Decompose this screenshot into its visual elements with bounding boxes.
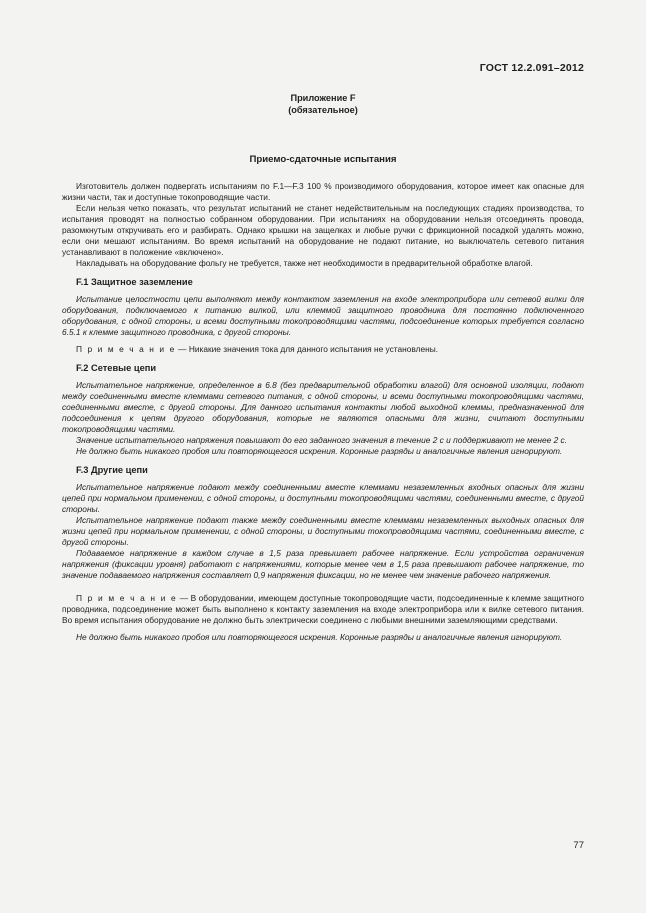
f3-note — [62, 593, 584, 626]
f3-note-label: П р и м е ч а н и е — [76, 593, 178, 603]
appendix-status: (обязательное) — [288, 105, 358, 115]
f1-note — [62, 344, 584, 355]
appendix-label: Приложение F — [290, 93, 356, 103]
page-number: 77 — [573, 840, 584, 851]
f1-heading: F.1 Защитное заземление — [76, 277, 193, 287]
section-title: Приемо-сдаточные испытания — [249, 154, 397, 165]
document-body — [62, 181, 584, 643]
intro-paragraph-3: Накладывать на оборудование фольгу не требуется, также нет необходимости в предварительной обработке влагой. — [76, 258, 533, 268]
intro-paragraph-2: Если нельзя четко показать, что результат испытаний не станет недействительным на последующих стадиях производства, то испытания проводят на полностью собранном оборудовании. При испытаниях на оборудовании нельзя отсоединять провода, разомкнутым откручивать его и разбирать. Однако крышки на защелках и любые ручки с фрикционной посадкой удалять можно, если они мешают испытаниям. Во время испытаний на оборудование не подают питание, но выключатель сетевого питания устанавливают в положение «включено». — [62, 203, 584, 257]
f3-note-text: — В оборудовании, имеющем доступные токопроводящие части, подсоединенные к клемме защитного проводника, подсоединение может быть выполнено к контакту заземления на входе электроприбора или к вилке сетевого питания. Во время испытания оборудование не должно быть электрически соединено с любыми внешними заземляющими средствами. — [62, 593, 584, 625]
f1-text: Испытание целостности цепи выполняют между контактом заземления на входе электроприбора или сетевой вилки для оборудования, подключаемого к питанию вилкой, или клеммой защитного проводника для постоянно подключенного оборудования, с одной стороны, и всеми доступными токопроводящими частями, подсоединение которых требуется согласно 6.5.1 к клемме защитного проводника, с другой стороны. — [62, 294, 584, 337]
f1-note-label: П р и м е ч а н и е — [76, 344, 176, 354]
f3-paragraph-3: Подаваемое напряжение в каждом случае в 1,5 раза превышает рабочее напряжение. Если устройства ограничения напряжения (фиксации уровня) работают с напряжениями, которые менее чем в 1,5 раза превышают рабочее напряжение, то значение подаваемого напряжения составляет 0,9 напряжения фиксации, но не менее чем значение рабочего напряжения. — [62, 548, 584, 580]
standard-header: ГОСТ 12.2.091–2012 — [479, 62, 584, 74]
intro-paragraph-1: Изготовитель должен подвергать испытаниям по F.1—F.3 100 % производимого оборудования, которое имеет как опасные для жизни части, так и доступные токопроводящие части. — [62, 181, 584, 202]
f3-paragraph-4: Не должно быть никакого пробоя или повторяющегося искрения. Коронные разряды и аналогичные явления игнорируют. — [76, 632, 563, 642]
f3-paragraph-1: Испытательное напряжение подают между соединенными вместе клеммами незаземленных входных опасных для жизни цепей при нормальном применении, с одной стороны, и доступными токопроводящими частями, соединенными вместе, с другой стороны. — [62, 482, 584, 514]
f3-heading: F.3 Другие цепи — [76, 465, 148, 475]
f1-note-text: — Никакие значения тока для данного испытания не установлены. — [175, 344, 439, 354]
appendix-heading — [0, 92, 646, 116]
f3-paragraph-2: Испытательное напряжение подают также между соединенными вместе клеммами незаземленных выходных опасных для жизни цепей при нормальном применении, с одной стороны, и доступными токопроводящими частями, соединенными вместе, с другой стороны. — [62, 515, 584, 547]
f2-heading: F.2 Сетевые цепи — [76, 363, 157, 373]
f2-paragraph-2: Значение испытательного напряжения повышают до его заданного значения в течение 2 с и поддерживают не менее 2 с. — [76, 435, 568, 445]
f2-paragraph-1: Испытательное напряжение, определенное в 6.8 (без предварительной обработки влагой) для основной изоляции, подают между соединенными вместе клеммами сетевого питания, с одной стороны, и всеми доступными токопроводящими частями, соединенными вместе, с другой стороны. Для данного испытания контакты любой выходной клеммы, предназначенной для подсоединения к цепям другого оборудования, которые не являются опасными для жизни, считают доступными токопроводящими частями. — [62, 380, 584, 434]
f2-paragraph-3: Не должно быть никакого пробоя или повторяющегося искрения. Коронные разряды и аналогичные явления игнорируют. — [76, 446, 563, 456]
